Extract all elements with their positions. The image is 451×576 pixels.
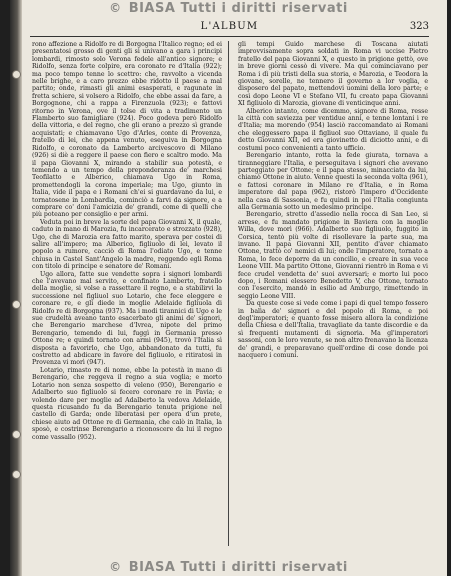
- watermark-top: [10, 1, 447, 16]
- running-header: [30, 21, 429, 35]
- copyright-icon: ©: [109, 1, 122, 15]
- journal-title: L'ALBUM: [200, 21, 259, 32]
- paragraph: Lotario, rimasto re di nome, ebbe la potestà in mano di Berengario, che reggeva il regno a sua voglia; e morto Lotario non senza sospetto di veleno (950), Berengario e Adalberto suo figliuolo si fecero coronare re in Pavia; e volendo dare per moglie ad Adalberto la vedova Adelaide, questa ricusando fu da Berengario tenuta prigione nel castello di Garda; onde liberatasi per opera d'un prete, chiese aiuto ad Ottone re di Germania, che calò in Italia, la sposò, e costrinse Berengario a riconoscere da lui il regno come vassallo (952).: [32, 366, 222, 441]
- text-column-right: [238, 41, 428, 551]
- column-divider: [228, 41, 229, 546]
- watermark-text: BIASA Tutti i diritti riservati: [128, 1, 348, 16]
- copyright-icon: ©: [109, 560, 122, 574]
- binding-hole: [12, 70, 21, 79]
- paragraph: Veduta poi in breve la sorte del papa Giovanni X, il quale, caduto in mano di Marozia, fu incarcerato e strozzato (928), Ugo, che di Marozia era fatto marito, sperava per costei di salire all'impero; ma Alberico, figliuolo di lei, levato il popolo a rumore, cacciò di Roma l'odiato Ugo, e tenne chiusa in Castel Sant'Angelo la madre, reggendo egli Roma con titolo di principe e senatore de' Romani.: [32, 218, 222, 271]
- paragraph: Berengario, stretto d'assedio nella rocca di San Leo, si arrese, e fu mandato prigione in Baviera con la moglie Willa, dove morì (966). Adalberto suo figliuolo, fuggito in Corsica, tentò più volte di risollevare la parte sua, ma invano. Il papa Giovanni XII, pentito d'aver chiamato Ottone, trattò co' nemici di lui; onde l'imperatore, tornato a Roma, lo fece deporre da un concilio, e creare in sua vece Leone VIII. Ma partito Ottone, Giovanni rientrò in Roma e vi fece crudel vendetta de' suoi avversari; e morto lui poco dopo, i Romani elessero Benedetto V, che Ottone, tornato con l'esercito, mandò in esilio ad Amburgo, rimettendo in seggio Leone VIII.: [238, 211, 428, 300]
- paragraph: Da queste cose si vede come i papi di quel tempo fossero in balìa de' signori e del popolo di Roma, e poi degl'imperatori; e quanto fosse misera allora la condizione della Chiesa e dell'Italia, travagliate da tante discordie e da sì frequenti mutamenti di signoria. Ma gl'imperatori sassoni, con le loro venute, se non altro frenavano la licenza de' grandi, e preparavano quell'ordine di cose donde poi nacquero i comuni.: [238, 300, 428, 360]
- paragraph: gli tempi Guido marchese di Toscana aiutati improvvisamente sopra soldati in Roma vi uccise Pietro fratello del papa Giovanni X, e questo in prigione gettò, ove in breve giorni cessò di vivere. Ma qui cominciavano per Roma i dì più tristi della sua storia, e Marozia, e Teodora la giovane, sorelle, ne tennero il governo a lor voglia, e disposero del papato, mettendovi uomini della loro parte; e così dopo Leone VI e Stefano VII, fu creato papa Giovanni XI figliuolo di Marozia, giovane di venticinque anni.: [238, 41, 428, 108]
- binding-hole: [12, 300, 21, 309]
- paragraph: Alberico intanto, come dicemmo, signore di Roma, resse la città con saviezza per ventidue anni, e tenne lontani i re d'Italia; ma morendo (954) lasciò raccomandato ai Romani che eleggessero papa il figliuol suo Ottaviano, il quale fu detto Giovanni XII, ed era giovinetto di diciotto anni, e di costumi poco convenienti a tanto ufficio.: [238, 107, 428, 152]
- paragraph: Berengario intanto, rotta la fede giurata, tornava a tiranneggiare l'Italia, e perseguitava i signori che avevano parteggiato per Ottone; e il papa stesso, minacciato da lui, chiamò Ottone in aiuto. Venne questi la seconda volta (961), e fattosi coronare in Milano re d'Italia, e in Roma imperatore dal papa (962), ristorò l'impero d'Occidente nella casa di Sassonia, e fu quindi in poi l'Italia congiunta alla Germania sotto un medesimo principe.: [238, 152, 428, 211]
- book-binding: [10, 0, 22, 576]
- header-rule: [30, 36, 429, 37]
- paragraph: Ugo allora, fatte sue vendette sopra i signori lombardi che l'avevano mal servito, e confinato Lamberto, fratello della moglie, si volse a rassettare il regno, e a stabilirvi la successione nel figliuol suo Lotario, che fece eleggere e coronare re, e gli diede in moglie Adelaide figliuola di Ridolfo re di Borgogna (937). Ma i modi tirannici di Ugo e le sue crudeltà aveano tanto esacerbato gli animi de' signori, che Berengario marchese d'Ivrea, nipote del primo Berengario, temendo di lui, fuggì in Germania presso Ottone re; e quindi tornato con armi (945), trovò l'Italia sì disposta a favorirlo, che Ugo, abbandonato da tutti, fu costretto ad abdicare in favore del figliuolo, e ritiratosi in Provenza vi morì (947).: [32, 270, 222, 367]
- text-column-left: [32, 41, 222, 551]
- binding-hole: [12, 470, 21, 479]
- watermark-text: BIASA Tutti i diritti riservati: [128, 560, 348, 575]
- watermark-bottom: [10, 560, 447, 575]
- scanned-page: [10, 0, 447, 576]
- binding-hole: [12, 430, 21, 439]
- paragraph: rono affezione a Ridolfo re di Borgogna l'Italico regno; ed ei presentatosi grosso di genti gli si univano a gara i principi lombardi, rimosto solo Verona fedele all'antico signore; e Ridolfo, senza forte colpire, era coronato re d'Italia (922); ma poco tempo tenne lo scettro: che, ravvolto a vicenda nelle brighe, e a caro prezzo ebbe ridotto il paese a mal partito; onde, rimasti gli animi esasperati, e ragunate in fretta schiere, si volsero a Ridolfo, che ebbe assai da fare, a Borgognone, chi a rappa a Firenzuola (923); e fattovi ritorno in Verona, ove il tolse di vita a tradimento un Flamberto suo famigliare (924). Poco godeva però Ridolfo della vittoria, e del regno, che gli erano a prezzo sì grande acquistati; e chiamavano Ugo d'Arles, conte di Provenza, fratello di lei, che appena venuto, eseguiva in Borgogna Ridolfo, e coronato da Lamberto arcivescovo di Milano (926) si diè a reggere il paese con fiero e scaltro modo. Ma il papa Giovanni X, mirando a stabilir sua potestà, e temendo a un tempo della preponderanza de' marchesi Teofilatto e Alberico, chiamava Ugo in Roma, promettendogli la corona imperiale; ma Ugo, giunto in Italia, vide il papa e i Romani ch'ei si guardavano da lui, e tornatosene in Lombardia, cominciò a farvi da signore, e a comprare co' doni l'amicizia de' grandi, come di quelli che più poteano per consiglio e per armi.: [32, 41, 222, 219]
- page-number: 323: [409, 21, 429, 32]
